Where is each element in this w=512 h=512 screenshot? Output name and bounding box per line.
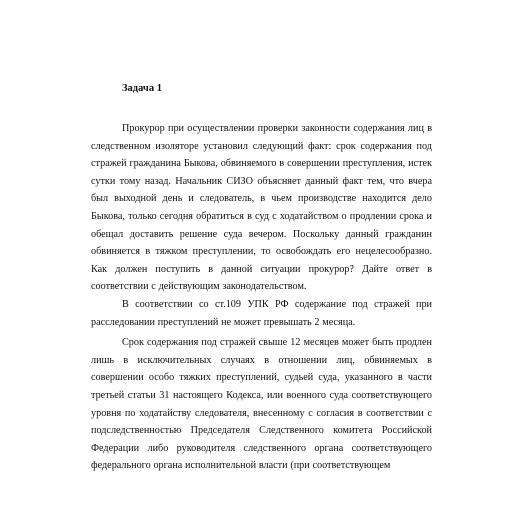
answer-paragraph-2: Срок содержания под стражей свыше 12 месяцев может быть продлен лишь в исключительных случаях в отношении лиц, обвиняемых в совершении особо тяжких преступлений, судьей суда, указанного в части третьей статьи 31 настоящего Кодекса, или военного суда соответствующего уровня по ходатайству следователя, внесенному с согласия в соответствии с подследственностью Председателя Следственного комитета Российской Федерации либо руководителя следственного органа соответствующего федерального органа исполнительной власти (при соответствующем: [91, 337, 432, 472]
answer-paragraph-1: В соответствии со ст.109 УПК РФ содержание под стражей при расследовании преступлений не может превышать 2 месяца.: [91, 298, 432, 328]
document-body: [91, 120, 432, 475]
task-heading: Задача 1: [122, 83, 162, 94]
task-paragraph: Прокурор при осуществлении проверки законности содержания лиц в следственном изоляторе установил следующий факт: срок содержания под стражей гражданина Быкова, обвиняемого в совершении преступления, истек сутки тому назад. Начальник СИЗО объясняет данный факт тем, что вчера был выходной день и следователь, в чьем производстве находится дело Быкова, только сегодня обратиться в суд с ходатайством о продлении срока и обещал доставить решение суда вечером. Поскольку данный гражданин обвиняется в тяжком преступлении, то освобождать его нецелесообразно. Как должен поступить в данной ситуации прокурор? Дайте ответ в соответствии с действующим законодательством.: [91, 123, 432, 293]
